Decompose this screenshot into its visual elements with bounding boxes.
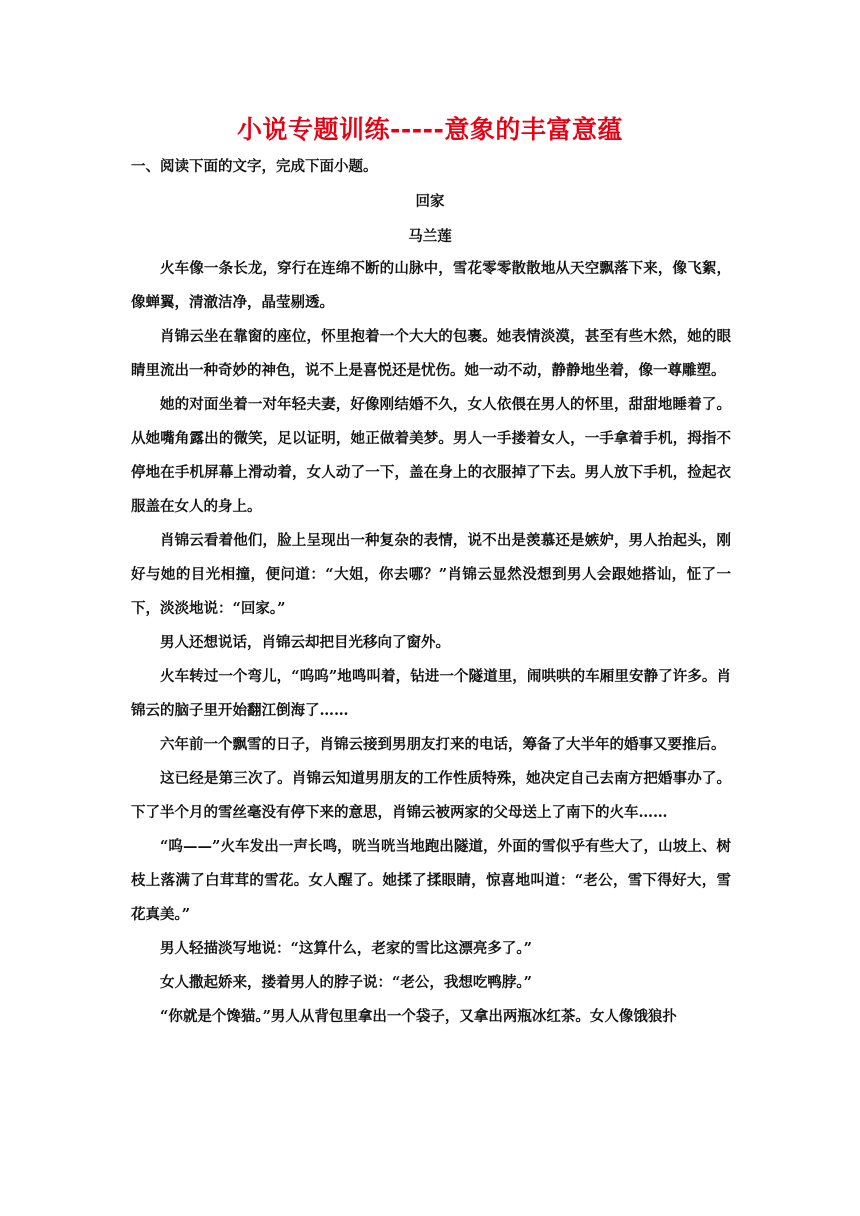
paragraph: “呜——”火车发出一声长鸣，咣当咣当地跑出隧道，外面的雪似乎有些大了，山坡上、树枝上落满了白茸茸的雪花。女人醒了。她揉了揉眼睛，惊喜地叫道：“老公，雪下得好大，雪花真美。”: [131, 838, 731, 923]
paragraph: 这已经是第三次了。肖锦云知道男朋友的工作性质特殊，她决定自己去南方把婚事办了。下了半个月的雪丝毫没有停下来的意思，肖锦云被两家的父母送上了南下的火车……: [131, 770, 731, 821]
paragraph: 她的对面坐着一对年轻夫妻，好像刚结婚不久，女人依偎在男人的怀里，甜甜地睡着了。从她嘴角露出的微笑，足以证明，她正做着美梦。男人一手搂着女人，一手拿着手机，拇指不停地在手机屏幕上滑动着，女人动了一下，盖在身上的衣服掉了下去。男人放下手机，捡起衣服盖在女人的身上。: [131, 396, 731, 515]
question-instruction: 一、阅读下面的文字，完成下面小题。: [131, 158, 378, 175]
story-title: 回家: [415, 193, 445, 210]
paragraph: 男人还想说话，肖锦云却把目光移向了窗外。: [160, 634, 450, 651]
paragraph: 肖锦云看着他们，脸上呈现出一种复杂的表情，说不出是羡慕还是嫉妒，男人抬起头，刚好与她的目光相撞，便问道：“大姐，你去哪？”肖锦云显然没想到男人会跟她搭讪，怔了一下，淡淡地说：“回家。”: [131, 532, 731, 617]
paragraph: 女人撒起娇来，搂着男人的脖子说：“老公，我想吃鸭脖。”: [160, 974, 532, 991]
document-title: 小说专题训练-----意象的丰富意蕴: [237, 115, 623, 144]
paragraph: “你就是个馋猫。”男人从背包里拿出一个袋子，又拿出两瓶冰红茶。女人像饿狼扑: [160, 1008, 677, 1025]
story-body: [131, 252, 731, 1034]
story-author: 马兰莲: [408, 228, 452, 245]
paragraph: 肖锦云坐在靠窗的座位，怀里抱着一个大大的包裹。她表情淡漠，甚至有些木然，她的眼睛里流出一种奇妙的神色，说不上是喜悦还是忧伤。她一动不动，静静地坐着，像一尊雕塑。: [131, 328, 731, 379]
paragraph: 男人轻描淡写地说：“这算什么，老家的雪比这漂亮多了。”: [160, 940, 532, 957]
paragraph: 六年前一个飘雪的日子，肖锦云接到男朋友打来的电话，筹备了大半年的婚事又要推后。: [160, 736, 726, 753]
paragraph: 火车像一条长龙，穿行在连绵不断的山脉中，雪花零零散散地从天空飘落下来，像飞絮，像蝉翼，清澈洁净，晶莹剔透。: [131, 260, 731, 311]
paragraph: 火车转过一个弯儿，“呜呜”地鸣叫着，钻进一个隧道里，闹哄哄的车厢里安静了许多。肖锦云的脑子里开始翻江倒海了……: [131, 668, 731, 719]
